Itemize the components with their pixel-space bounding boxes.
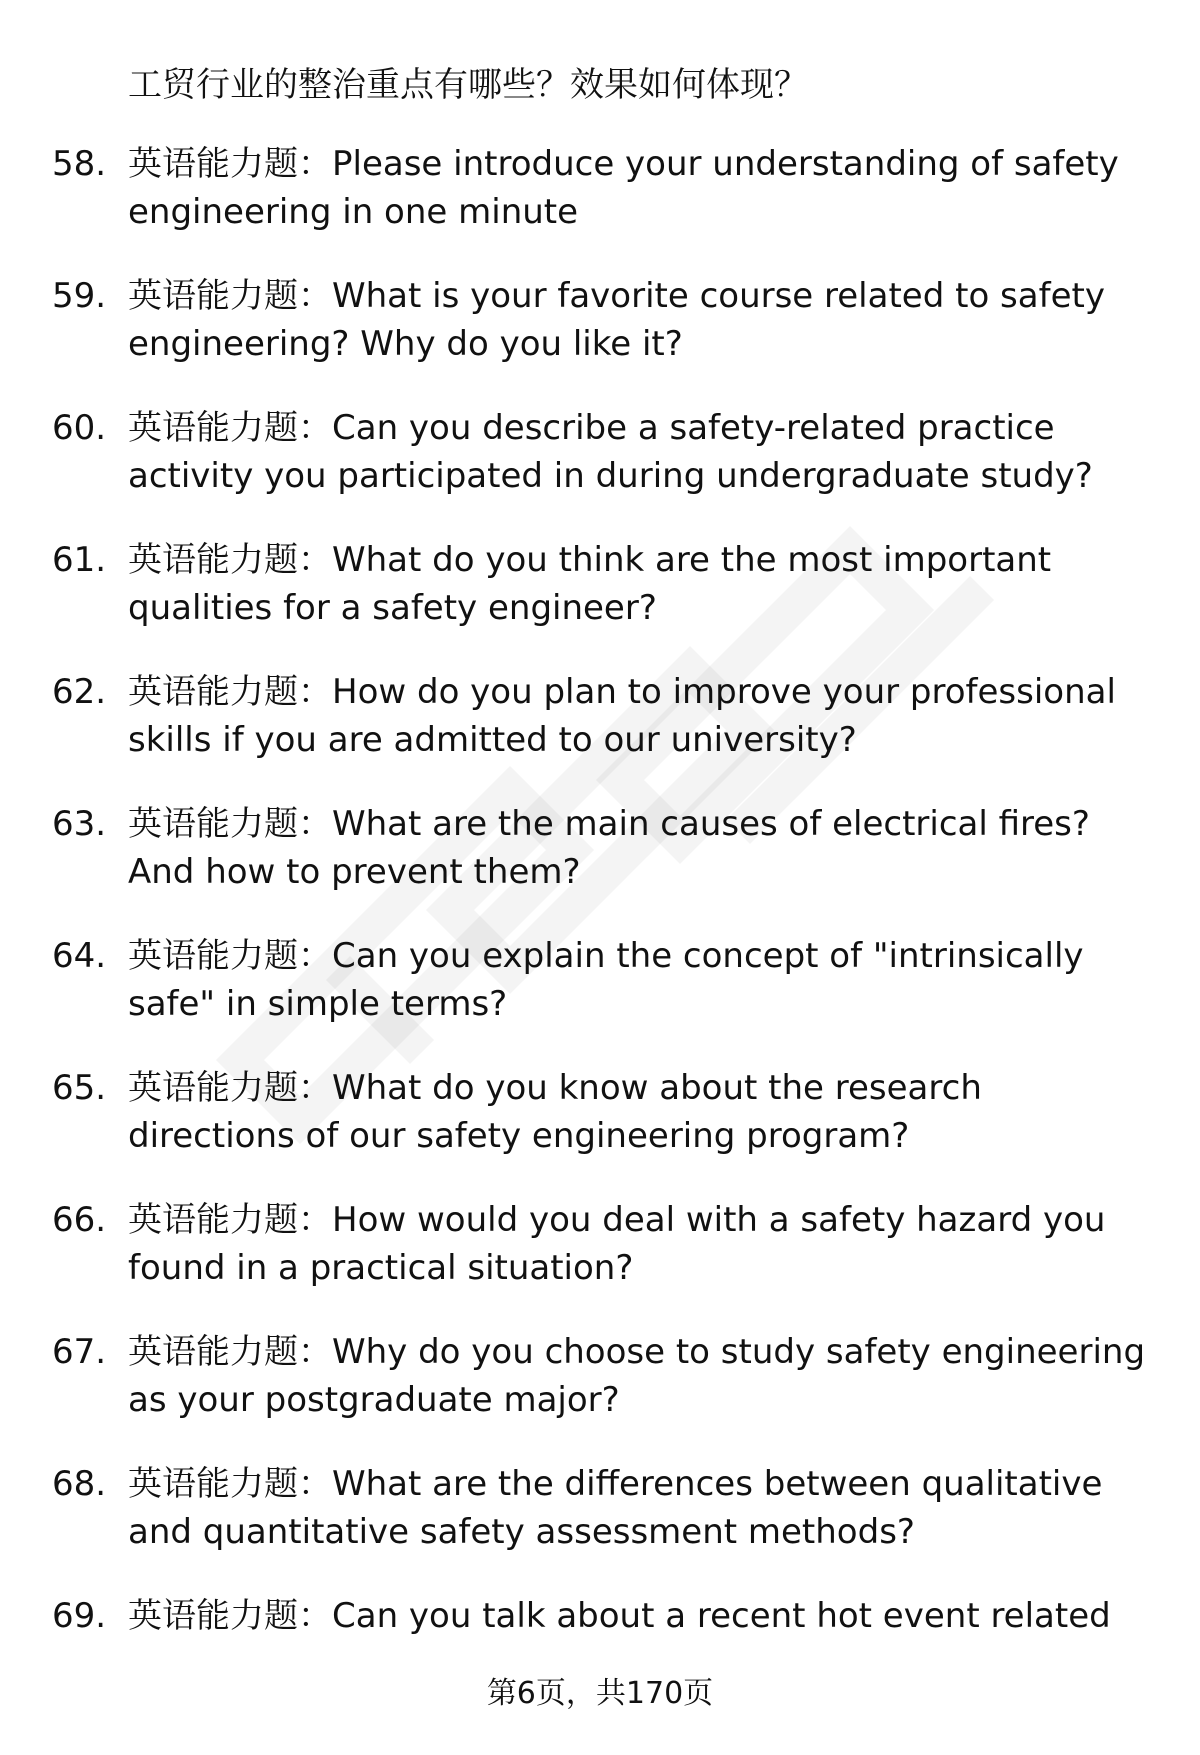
question-body [128, 1064, 1158, 1160]
question-label: 英语能力题： [128, 672, 332, 712]
question-body [128, 932, 1158, 1028]
question-body [128, 272, 1158, 368]
question-label: 英语能力题： [128, 1596, 332, 1636]
question-item [0, 800, 1200, 932]
question-text: What do you think are the most important qualities for a safety engineer? [128, 540, 1052, 628]
question-body [128, 1196, 1158, 1292]
question-item [0, 1460, 1200, 1592]
question-item [0, 1196, 1200, 1328]
question-text: What do you know about the research directions of our safety engineering program? [128, 1068, 982, 1156]
question-item [0, 1064, 1200, 1196]
question-text: Can you describe a safety-related practice activity you participated in during undergraduate study? [128, 408, 1093, 496]
page-footer: 第6页，共170页 [486, 1676, 714, 1711]
question-item [0, 404, 1200, 536]
question-body [128, 140, 1158, 236]
question-number: 63. [52, 804, 107, 844]
question-label: 英语能力题： [128, 936, 332, 976]
question-body [128, 668, 1158, 764]
question-label: 英语能力题： [128, 144, 332, 184]
question-text: Can you talk about a recent hot event related [332, 1596, 1111, 1636]
question-item [0, 272, 1200, 404]
question-item [0, 536, 1200, 668]
question-label: 英语能力题： [128, 408, 332, 448]
question-item [0, 1328, 1200, 1460]
question-text: What is your favorite course related to safety engineering? Why do you like it? [128, 276, 1105, 364]
question-text: Please introduce your understanding of safety engineering in one minute [128, 144, 1119, 232]
question-body [128, 800, 1158, 896]
question-body [128, 404, 1158, 500]
question-item [0, 140, 1200, 272]
question-body [128, 1592, 1158, 1640]
question-list [0, 140, 1200, 1724]
question-number: 60. [52, 408, 107, 448]
question-body [128, 1328, 1158, 1424]
question-item [0, 932, 1200, 1064]
question-number: 58. [52, 144, 107, 184]
question-body [128, 536, 1158, 632]
question-text: What are the differences between qualitative and quantitative safety assessment methods? [128, 1464, 1103, 1552]
question-number: 68. [52, 1464, 107, 1504]
question-label: 英语能力题： [128, 1068, 332, 1108]
question-label: 英语能力题： [128, 1332, 332, 1372]
question-number: 66. [52, 1200, 107, 1240]
question-text: Can you explain the concept of "intrinsically safe" in simple terms? [128, 936, 1084, 1024]
question-label: 英语能力题： [128, 804, 332, 844]
question-number: 65. [52, 1068, 107, 1108]
question-label: 英语能力题： [128, 1200, 332, 1240]
question-text: Why do you choose to study safety engineering as your postgraduate major? [128, 1332, 1146, 1420]
question-number: 59. [52, 276, 107, 316]
question-label: 英语能力题： [128, 276, 332, 316]
question-number: 61. [52, 540, 107, 580]
question-number: 67. [52, 1332, 107, 1372]
question-number: 62. [52, 672, 107, 712]
question-number: 64. [52, 936, 107, 976]
question-text: How would you deal with a safety hazard you found in a practical situation? [128, 1200, 1106, 1288]
continuation-text: 工贸行业的整治重点有哪些？效果如何体现？ [128, 65, 808, 105]
question-body [128, 1460, 1158, 1556]
question-label: 英语能力题： [128, 540, 332, 580]
question-text: What are the main causes of electrical fires? And how to prevent them? [128, 804, 1090, 892]
question-text: How do you plan to improve your professional skills if you are admitted to our university? [128, 672, 1116, 760]
question-label: 英语能力题： [128, 1464, 332, 1504]
question-number: 69. [52, 1596, 107, 1636]
question-item [0, 668, 1200, 800]
